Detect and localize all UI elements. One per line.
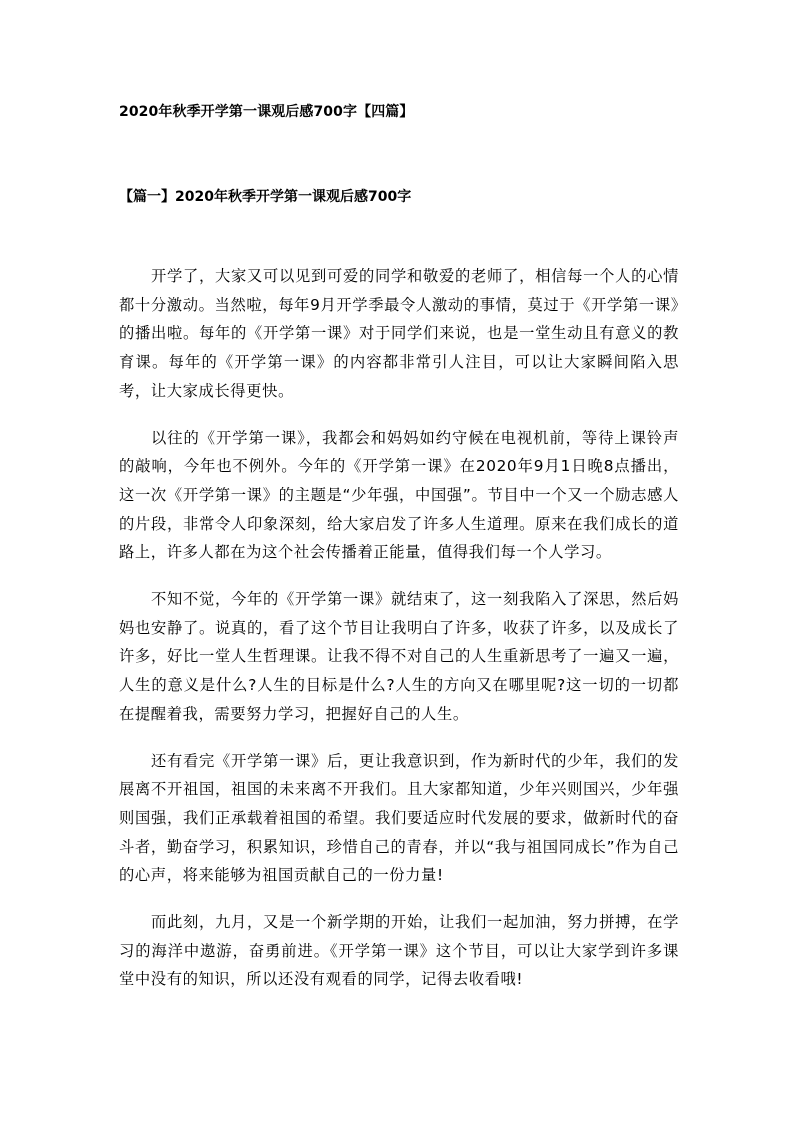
body-text (119, 262, 679, 1012)
paragraph-5: 而此刻，九月，又是一个新学期的开始，让我们一起加油，努力拼搏，在学习的海洋中遨游，奋勇前进。《开学第一课》这个节目，可以让大家学到许多课堂中没有的知识，所以还没有观看的同学，记得去收看哦! (119, 913, 679, 989)
section-title: 【篇一】2020年秋季开学第一课观后感700字 (119, 189, 412, 205)
paragraph-1: 开学了，大家又可以见到可爱的同学和敬爱的老师了，相信每一个人的心情都十分激动。当然啦，每年9月开学季最令人激动的事情，莫过于《开学第一课》的播出啦。每年的《开学第一课》对于同学们来说，也是一堂生动且有意义的教育课。每年的《开学第一课》的内容都非常引人注目，可以让大家瞬间陷入思考，让大家成长得更快。 (119, 267, 679, 400)
paragraph-2: 以往的《开学第一课》，我都会和妈妈如约守候在电视机前，等待上课铃声的敲响，今年也不例外。今年的《开学第一课》在2020年9月1日晚8点播出，这一次《开学第一课》的主题是“少年强，中国强”。节目中一个又一个励志感人的片段，非常令人印象深刻，给大家启发了许多人生道理。原来在我们成长的道路上，许多人都在为这个社会传播着正能量，值得我们每一个人学习。 (119, 428, 679, 562)
document-title: 2020年秋季开学第一课观后感700字【四篇】 (119, 104, 414, 120)
paragraph-4: 还有看完《开学第一课》后，更让我意识到，作为新时代的少年，我们的发展离不开祖国，祖国的未来离不开我们。且大家都知道，少年兴则国兴，少年强则国强，我们正承载着祖国的希望。我们要适应时代发展的要求，做新时代的奋斗者，勤奋学习，积累知识，珍惜自己的青春，并以“我与祖国同成长”作为自己的心声，将来能够为祖国贡献自己的一份力量! (119, 751, 679, 885)
paragraph-3: 不知不觉，今年的《开学第一课》就结束了，这一刻我陷入了深思，然后妈妈也安静了。说真的，看了这个节目让我明白了许多，收获了许多，以及成长了许多，好比一堂人生哲理课。让我不得不对自己的人生重新思考了一遍又一遍，人生的意义是什么?人生的目标是什么?人生的方向又在哪里呢?这一切的一切都在提醒着我，需要努力学习，把握好自己的人生。 (119, 590, 679, 723)
